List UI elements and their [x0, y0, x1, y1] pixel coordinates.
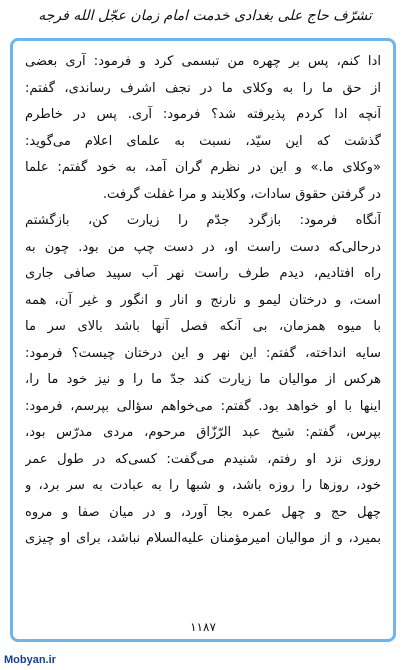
page-number: ۱۱۸۷ [190, 620, 216, 634]
text-line: گذشت که این سیّد، نسبت به علمای اعلام می‌گوید: [25, 133, 381, 149]
text-line: چهل حج و چهل عمره بجا آورد، و در میان صفا و مروه [25, 504, 381, 520]
text-line: «وکلای ما.» و این در نظرم گران آمد، به خود گفتم: علما [25, 160, 381, 175]
text-line: اینها با او خواهد بود. گفتم: می‌خواهم سؤالی بپرسم، فرمود: [25, 398, 381, 414]
text-line: آنچه ادا کردم پذیرفته شد؟ فرمود: آری. پس در خاطرم [25, 107, 381, 122]
text-line: ادا کنم، پس بر چهره من تبسمی کرد و فرمود: آری بعضی [25, 54, 381, 69]
text-line: از حق ما را به وکلای ما در نجف اشرف رساندی، گفتم: [25, 80, 381, 96]
text-line: آنگاه فرمود: بازگرد جدّم را زیارت کن، بازگشتم [25, 213, 381, 228]
text-line: خود، روزها را روزه باشد، و شبها را به عبادت به سر برد، و [25, 478, 381, 493]
text-line: سایه انداخته، گفتم: این نهر و این درختان چیست؟ فرمود: [25, 345, 381, 361]
text-line: در گرفتن حقوق سادات، وکلایند و مرا غفلت گرفت. [102, 186, 381, 202]
text-line: است، و درختان لیمو و نارنج و انار و انگور و غیر آن، همه [25, 292, 381, 308]
text-line: درحالی‌که دست راست او، در دست چپ من بود. چون به [25, 239, 381, 255]
watermark: Mobyan.ir [4, 654, 56, 666]
text-line: با میوه همزمان، بی آنکه فصل آنها باشد بالای سر ما [25, 319, 381, 334]
body-text [25, 49, 381, 553]
text-line: راه افتادیم، دیدم طرف راست نهر آب سپید صافی جاری [25, 266, 381, 281]
text-line: هرکس از موالیان ما زیارت کند جدّ ما را و نیز خود ما را، [25, 372, 381, 387]
text-line: بپرس، گفتم: شیخ عبد الرّزّاق مرحوم، مردی مدرّس بود، [25, 425, 381, 440]
running-title: تشرّف حاج علی بغدادی خدمت امام زمان عجّل الله فرجه [38, 8, 372, 24]
text-line: روزی نزد او رفتم، شنیدم می‌گفت: کسی‌که در طول عمر [25, 451, 381, 467]
text-line: بمیرد، و از موالیان امیرمؤمنان علیه‌السلام نباشد، برای او چیزی [25, 531, 381, 546]
page-frame [10, 38, 396, 642]
